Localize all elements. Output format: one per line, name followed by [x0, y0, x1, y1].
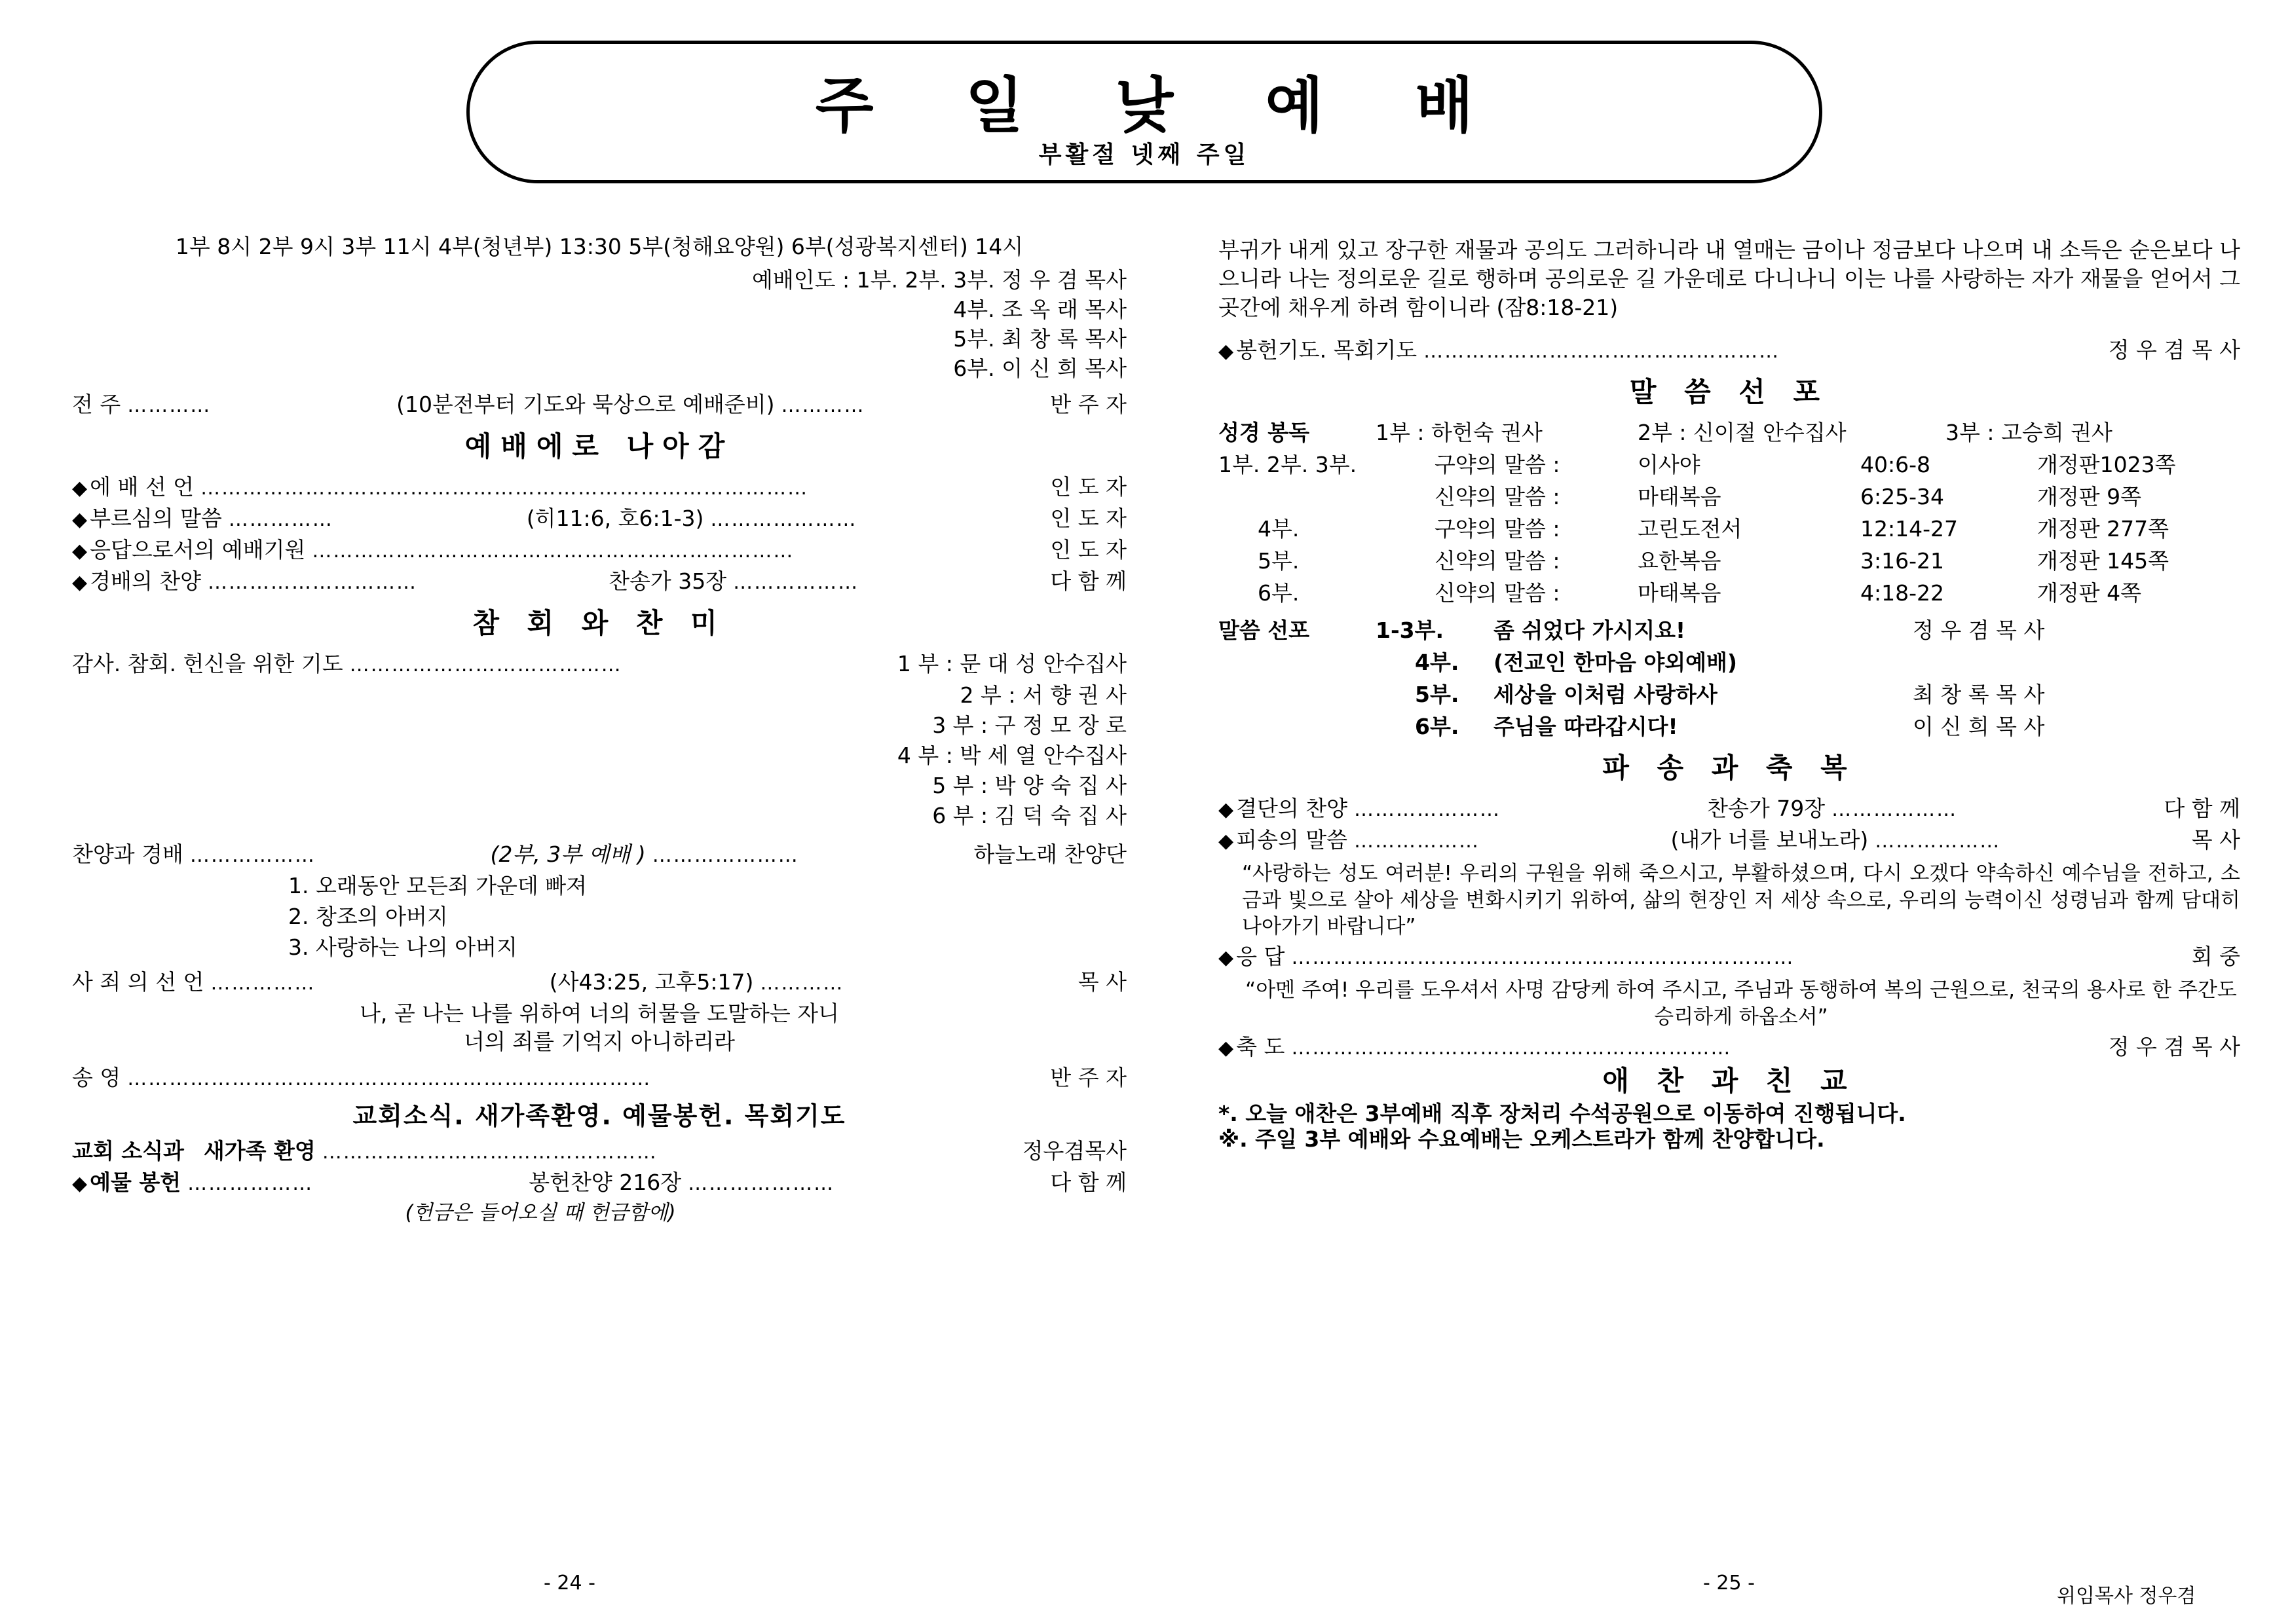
- absolution-reference: (사43:25, 고후5:17): [549, 969, 754, 995]
- leader-line-1: 예배인도 : 1부. 2부. 3부. 정 우 겸 목사: [751, 267, 1127, 293]
- reader-2: 2부 : 신이절 안수집사: [1638, 419, 1847, 445]
- sermon-title: 세상을 이처럼 사랑하사: [1493, 681, 1718, 707]
- page-number-right: - 25 -: [1703, 1572, 1755, 1595]
- response-label: 응 답: [1236, 944, 1285, 970]
- section-title-sending: 파 송 과 축 복: [1602, 751, 1856, 784]
- reading-book: 요한복음: [1638, 547, 1721, 574]
- doxology-label: 송 영: [72, 1065, 121, 1090]
- sending-word-row: [1218, 826, 2241, 853]
- section-title-word: 말 씀 선 포: [1629, 375, 1830, 408]
- prayer-label: 감사. 참회. 헌신을 위한 기도: [72, 651, 343, 676]
- order-item-hymn: 찬송가 35장: [609, 568, 727, 594]
- praise-worship-row: [72, 843, 1127, 866]
- prayer-person-2: 2 부 : 서 향 권 사: [960, 682, 1127, 708]
- decision-hymn-label: 결단의 찬양: [1236, 795, 1347, 821]
- reading-ref: 40:6-8: [1860, 451, 1931, 477]
- sermon-row: [1218, 681, 2240, 707]
- diamond-icon: ◆: [72, 477, 88, 500]
- reading-part: 1부. 2부. 3부.: [1218, 451, 1357, 477]
- absolution-text-line-1: 나, 곧 나는 나를 위하여 너의 허물을 도말하는 자니: [360, 1001, 839, 1026]
- reading-version: 개정판 4쪽: [2037, 580, 2141, 606]
- page-number-left: - 24 -: [544, 1572, 595, 1595]
- page-subtitle: 부활절 넷째 주일: [1038, 141, 1250, 168]
- sermon-label: 말씀 선포: [1218, 617, 1310, 643]
- order-item-label: 경배의 찬양: [90, 568, 201, 594]
- doxology-person: 반 주 자: [1050, 1065, 1127, 1090]
- right-column: [1218, 236, 2240, 1154]
- prayer-person-6: 6 부 : 김 덕 숙 집 사: [932, 803, 1127, 828]
- reading-kind: 구약의 말씀 :: [1435, 451, 1560, 477]
- reading-kind: 신약의 말씀 :: [1435, 547, 1560, 574]
- dot-leader: ………………: [187, 1174, 314, 1194]
- dot-leader: …………………: [1353, 800, 1501, 820]
- leader-line-2: 4부. 조 옥 래 목사: [953, 297, 1127, 322]
- sermon-part: 4부.: [1415, 649, 1459, 675]
- section-title-approach: 예배에로 나아감: [464, 430, 734, 462]
- prelude-dots-1: …………: [127, 396, 212, 416]
- section-title-repentance: 참 회 와 찬 미: [472, 607, 726, 639]
- service-times: 1부 8시 2부 9시 3부 11시 4부(청년부) 13:30 5부(청해요양원) 6부(성광복지센터) 14시: [175, 234, 1024, 259]
- absolution-text-line-2: 너의 죄를 기억지 아니하리라: [463, 1029, 735, 1054]
- page-title: 주 일 낮 예 배: [815, 71, 1509, 141]
- reading-part: 5부.: [1258, 547, 1300, 574]
- dot-leader: …………………: [652, 846, 799, 866]
- dot-leader: ……………: [228, 510, 333, 530]
- sermon-row: [1218, 713, 2240, 739]
- order-item-person: 다 함 께: [1050, 568, 1127, 594]
- reading-row: [1218, 547, 2240, 574]
- offering-prayer-row: [1218, 339, 2240, 361]
- prelude-dots-2: …………: [781, 396, 865, 416]
- praise-song-3: 3. 사랑하는 나의 아버지: [288, 934, 517, 960]
- diamond-icon: ◆: [72, 508, 88, 531]
- fellowship-note-1: *. 오늘 애찬은 3부예배 직후 장처리 수석공원으로 이동하여 진행됩니다.: [1218, 1101, 1906, 1127]
- sermon-part: 1-3부.: [1376, 617, 1444, 643]
- sending-word-reference: (내가 너를 보내노라): [1670, 826, 1869, 853]
- dot-leader: ………………: [1353, 831, 1480, 851]
- reading-version: 개정판 9쪽: [2037, 483, 2141, 509]
- sermon-row: [1218, 619, 2240, 641]
- response-quote: “아멘 주여! 우리를 도우셔서 사명 감당케 하여 주시고, 주님과 동행하여 복의 근원으로, 천국의 용사로 한 주간도 승리하게 하옵소서”: [1245, 978, 2237, 1029]
- dot-leader: ………………: [189, 846, 316, 866]
- order-item-label: 에 배 선 언: [90, 474, 195, 500]
- offering-row: [72, 1172, 1127, 1194]
- order-item-person: 인 도 자: [1050, 537, 1127, 563]
- reading-part: [1218, 486, 1435, 507]
- praise-parts: (2부, 3부 예배 ): [490, 841, 646, 867]
- sermon-part: 6부.: [1415, 713, 1459, 739]
- reading-row: [1218, 582, 2240, 604]
- order-item-person: 인 도 자: [1050, 506, 1127, 531]
- dot-leader: ………………: [1831, 800, 1958, 820]
- sending-quote: “사랑하는 성도 여러분! 우리의 구원을 위해 죽으시고, 부활하셨으며, 다시 오겠다 약속하신 예수님을 전하고, 소금과 빛으로 살아 세상을 변화시키기 위하여, 삶의 현장인 저 세상 속으로, 우리의 능력이신 성령님과 함께 담대히 나아가기 바랍니다”: [1242, 861, 2240, 939]
- reading-ref: 6:25-34: [1860, 483, 1945, 509]
- reading-book: 마태복음: [1638, 580, 1721, 606]
- reading-book: 이사야: [1638, 451, 1700, 477]
- prayer-person-5: 5 부 : 박 양 숙 집 사: [932, 773, 1127, 798]
- praise-team: 하늘노래 찬양단: [973, 841, 1127, 867]
- doxology-row: [72, 1067, 1127, 1089]
- newfamily-label: 새가족 환영: [203, 1138, 316, 1164]
- document-header: [0, 0, 2290, 196]
- order-item-reference: (히11:6, 호6:1-3): [526, 506, 704, 531]
- dot-leader: ……………: [210, 974, 316, 993]
- absolution-label: 사 죄 의 선 언: [72, 969, 204, 995]
- reading-kind: 구약의 말씀 :: [1435, 515, 1560, 542]
- dot-leader: ………………………………………………………: [1291, 1039, 1732, 1059]
- announcements-row: [72, 1140, 1127, 1162]
- order-item-hymn-of-worship: [72, 570, 1127, 593]
- decision-hymn-row: [1218, 795, 2240, 821]
- reading-row: [1218, 451, 2240, 477]
- sermon-title: (전교인 한마음 야외예배): [1493, 649, 1737, 675]
- response-row: [1218, 946, 2240, 968]
- prayer-person-1: 1 부 : 문 대 성 안수집사: [897, 651, 1127, 676]
- dot-leader: …………: [760, 974, 844, 993]
- diamond-icon: ◆: [72, 1172, 88, 1195]
- dot-leader: ……………………………………………………………………………: [200, 479, 809, 498]
- dot-leader: …………………………………………………………………: [127, 1069, 652, 1089]
- order-item-label: 부르심의 말씀: [90, 506, 222, 531]
- offering-prayer-label: 봉헌기도. 목회기도: [1236, 337, 1417, 363]
- sermon-speaker: 이 신 희 목 사: [1913, 713, 2045, 739]
- offering-label: 예물 봉헌: [90, 1170, 181, 1195]
- reading-book: 고린도전서: [1638, 515, 1742, 542]
- reading-part: 6부.: [1258, 580, 1300, 606]
- prelude-row: [72, 394, 1127, 416]
- dot-leader: …………………………………………: [322, 1143, 658, 1162]
- sermon-speaker: 정 우 겸 목 사: [1913, 617, 2045, 643]
- diamond-icon: ◆: [1218, 798, 1234, 821]
- dot-leader: ……………………………………………: [1423, 341, 1780, 361]
- order-item-call-to-worship: [72, 476, 1127, 498]
- diamond-icon: ◆: [72, 571, 88, 594]
- prelude-middle: (10분전부터 기도와 묵상으로 예배준비): [396, 392, 775, 417]
- decision-hymn-person: 다 함 께: [2164, 795, 2240, 821]
- absolution-person: 목 사: [1078, 969, 1127, 995]
- announcements-label: 교회 소식과: [72, 1138, 184, 1164]
- benediction-row: [1218, 1036, 2240, 1058]
- offering-prayer-person: 정 우 겸 목 사: [2108, 337, 2240, 363]
- dot-leader: ………………: [1875, 831, 2001, 851]
- reading-ref: 4:18-22: [1860, 580, 1945, 606]
- sermon-label-spacer: [1218, 652, 1376, 673]
- praise-song-2: 2. 창조의 아버지: [288, 904, 448, 929]
- offering-person: 다 함 께: [1050, 1170, 1127, 1195]
- leader-line-3: 5부. 최 창 록 목사: [953, 326, 1127, 352]
- reading-ref: 12:14-27: [1860, 515, 1958, 542]
- offering-hymn: 봉헌찬양 216장: [529, 1170, 682, 1195]
- scripture-intro-text: 부귀가 내게 있고 장구한 재물과 공의도 그러하니라 내 열매는 금이나 정금보다 나으며 내 소득은 순은보다 나으니라 나는 정의로운 길로 행하며 공의로운 길 가운데로 다니나니 이는 나를 사랑하는 자가 재물을 얻어서 그 곳간에 채우게 하려 함이니라 (잠8:18-21): [1218, 237, 2240, 320]
- prayer-person-3: 3 부 : 구 정 모 장 로: [932, 712, 1127, 738]
- diamond-icon: ◆: [1218, 829, 1234, 853]
- diamond-icon: ◆: [1218, 946, 1234, 970]
- left-column: [72, 236, 1127, 1223]
- reading-row: [1218, 515, 2240, 542]
- diamond-icon: ◆: [1218, 1037, 1234, 1060]
- diamond-icon: ◆: [1218, 339, 1234, 363]
- order-item-invocation: [72, 539, 1127, 561]
- reading-kind: 신약의 말씀 :: [1435, 483, 1560, 509]
- order-item-label: 응답으로서의 예배기원: [90, 537, 306, 563]
- prelude-label: 전 주: [72, 392, 121, 417]
- reading-row: [1218, 483, 2240, 509]
- reader-3: 3부 : 고승희 권사: [1945, 419, 2112, 445]
- benediction-person: 정 우 겸 목 사: [2108, 1034, 2240, 1060]
- praise-song-1: 1. 오래동안 모든죄 가운데 빠져: [288, 873, 587, 898]
- prelude-person: 반 주 자: [1050, 392, 1127, 417]
- reading-book: 마태복음: [1638, 483, 1721, 509]
- sermon-row: [1218, 649, 2240, 675]
- scripture-reading-header: [1218, 419, 2240, 445]
- decision-hymn-number: 찬송가 79장: [1707, 795, 1826, 821]
- fellowship-note-2: ※. 주일 3부 예배와 수요예배는 오케스트라가 함께 찬양합니다.: [1218, 1126, 1825, 1153]
- announcements-person: 정우겸목사: [1022, 1138, 1127, 1164]
- dot-leader: …………………………………: [349, 655, 622, 675]
- footer-pastor-name: 위임목사 정우겸: [2057, 1585, 2196, 1608]
- reading-label: 성경 봉독: [1218, 419, 1310, 445]
- sermon-title: 주님을 따라갑시다!: [1493, 713, 1678, 739]
- reading-version: 개정판 145쪽: [2037, 547, 2169, 574]
- dot-leader: …………………………: [207, 573, 417, 593]
- section-title-announcements: 교회소식. 새가족환영. 예물봉헌. 목회기도: [352, 1101, 846, 1130]
- reading-part: 4부.: [1258, 515, 1300, 542]
- sending-word-label: 피송의 말씀: [1236, 826, 1347, 853]
- prayer-row: [72, 653, 1127, 675]
- prayer-person-4: 4 부 : 박 세 열 안수집사: [897, 743, 1127, 768]
- diamond-icon: ◆: [72, 540, 88, 563]
- sermon-speaker: 최 창 록 목 사: [1913, 681, 2045, 707]
- sending-word-person: 목 사: [2191, 826, 2241, 853]
- absolution-row: [72, 971, 1127, 993]
- offering-note: (헌금은 들어오실 때 헌금함에): [405, 1201, 676, 1225]
- reading-version: 개정판 277쪽: [2037, 515, 2169, 542]
- dot-leader: …………………: [710, 510, 857, 530]
- reading-version: 개정판1023쪽: [2037, 451, 2176, 477]
- section-title-fellowship: 애 찬 과 친 교: [1602, 1065, 1856, 1098]
- reader-1: 1부 : 하헌숙 권사: [1376, 419, 1543, 445]
- order-item-word-of-calling: [72, 507, 1127, 530]
- dot-leader: ………………………………………………………………: [1291, 948, 1795, 969]
- sermon-label-spacer: [1218, 684, 1376, 705]
- leader-line-4: 6부. 이 신 희 목사: [953, 356, 1127, 381]
- sermon-part: 5부.: [1415, 681, 1459, 707]
- order-item-person: 인 도 자: [1050, 474, 1127, 500]
- reading-kind: 신약의 말씀 :: [1435, 580, 1560, 606]
- dot-leader: …………………: [688, 1174, 835, 1194]
- sermon-label-spacer: [1218, 716, 1376, 737]
- sermon-title: 좀 쉬었다 가시지요!: [1493, 617, 1686, 643]
- dot-leader: ……………………………………………………………: [312, 542, 795, 561]
- praise-label: 찬양과 경배: [72, 841, 183, 867]
- benediction-label: 축 도: [1236, 1034, 1285, 1060]
- reading-ref: 3:16-21: [1860, 547, 1945, 574]
- dot-leader: ………………: [733, 573, 859, 593]
- response-person: 회 중: [2191, 944, 2240, 970]
